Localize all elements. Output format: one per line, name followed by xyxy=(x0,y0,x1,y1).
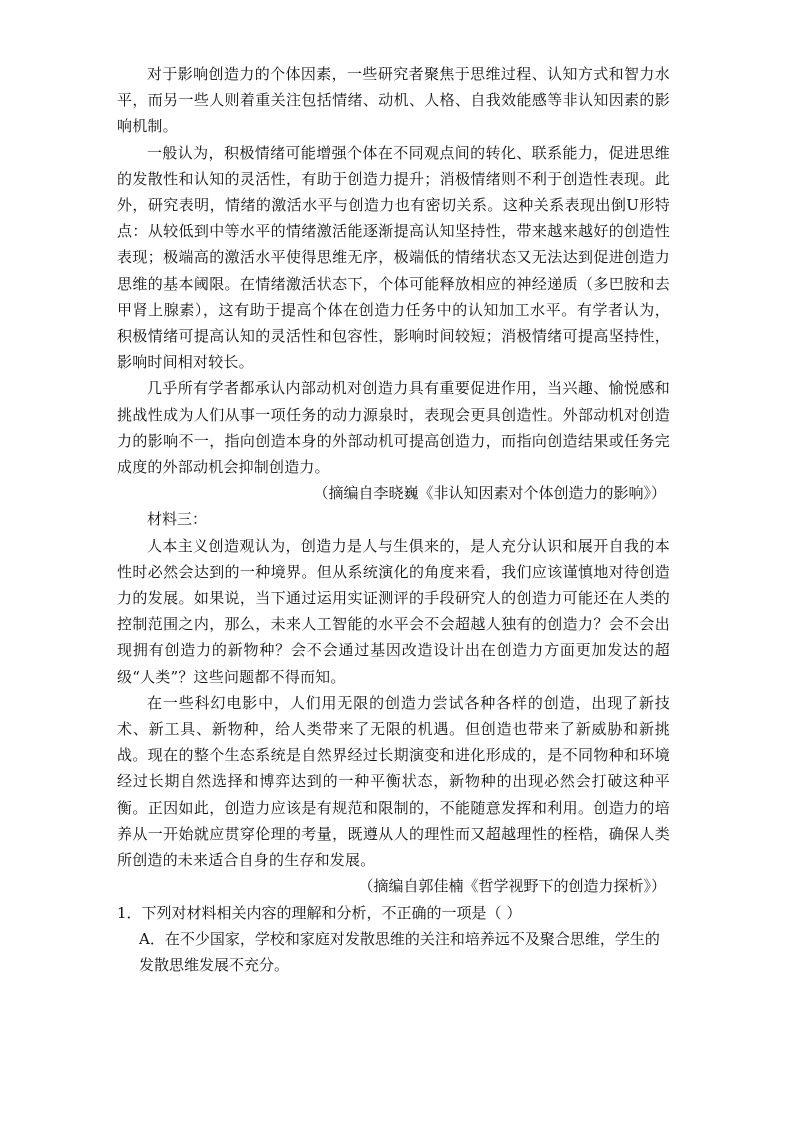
material3-paragraph-1: 人本主义创造观认为，创造力是人与生俱来的，是人充分认识和展开自我的本性时必然会达到的一种境界。但从系统演化的角度来看，我们应该谨慎地对待创造力的发展。如果说，当下通过运用实证测评的手段研究人的创造力可能还在人类的控制范围之内，那么，未来人工智能的水平会不会超越人独有的创造力？会不会出现拥有创造力的新物种？会不会通过基因改造设计出在创造力方面更加发达的超级“人类”？这些问题都不得而知。 xyxy=(117,536,670,686)
question-1-option-a: A．在不少国家，学校和家庭对发散思维的关注和培养远不及聚合思维，学生的发散思维发展不充分。 xyxy=(139,929,660,974)
material2-paragraph-3: 几乎所有学者都承认内部动机对创造力具有重要促进作用，当兴趣、愉悦感和挑战性成为人们从事一项任务的动力源泉时，表现会更具创造性。外部动机对创造力的影响不一，指向创造本身的外部动机可提高创造力，而指向创造结果或任务完成度的外部动机会抑制创造力。 xyxy=(117,379,670,477)
document-page xyxy=(117,61,670,978)
material3-label: 材料三： xyxy=(147,510,208,529)
material2-source: （摘编自李晓巍《非认知因素对个体创造力的影响》） xyxy=(313,484,666,503)
material2-paragraph-1: 对于影响创造力的个体因素，一些研究者聚焦于思维过程、认知方式和智力水平，而另一些人则着重关注包括情绪、动机、人格、自我效能感等非认知因素的影响机制。 xyxy=(117,65,670,136)
material3-paragraph-2: 在一些科幻电影中，人们用无限的创造力尝试各种各样的创造，出现了新技术、新工具、新物种，给人类带来了无限的机遇。但创造也带来了新威胁和新挑战。现在的整个生态系统是自然界经过长期演变和进化形成的，是不同物种和环境经过长期自然选择和博弈达到的一种平衡状态，新物种的出现必然会打破这种平衡。正因如此，创造力应该是有规范和限制的，不能随意发挥和利用。创造力的培养从一开始就应贯穿伦理的考量，既遵从人的理性而又超越理性的桎梏，确保人类所创造的未来适合自身的生存和发展。 xyxy=(117,693,670,870)
question-1-stem: 1．下列对材料相关内容的理解和分析，不正确的一项是（ ） xyxy=(117,903,522,922)
material3-source: （摘编自郭佳楠《哲学视野下的创造力探析》） xyxy=(358,877,666,896)
material2-paragraph-2: 一般认为，积极情绪可能增强个体在不同观点间的转化、联系能力，促进思维的发散性和认知的灵活性，有助于创造力提升；消极情绪则不利于创造性表现。此外，研究表明，情绪的激活水平与创造力也有密切关系。这种关系表现出倒U形特点：从较低到中等水平的情绪激活能逐渐提高认知坚持性，带来越来越好的创造性表现；极端高的激活水平使得思维无序，极端低的情绪状态又无法达到促进创造力思维的基本阈限。在情绪激活状态下，个体可能释放相应的神经递质（多巴胺和去甲肾上腺素），这有助于提高个体在创造力任务中的认知加工水平。有学者认为，积极情绪可提高认知的灵活性和包容性，影响时间较短；消极情绪可提高坚持性，影响时间相对较长。 xyxy=(117,143,670,372)
